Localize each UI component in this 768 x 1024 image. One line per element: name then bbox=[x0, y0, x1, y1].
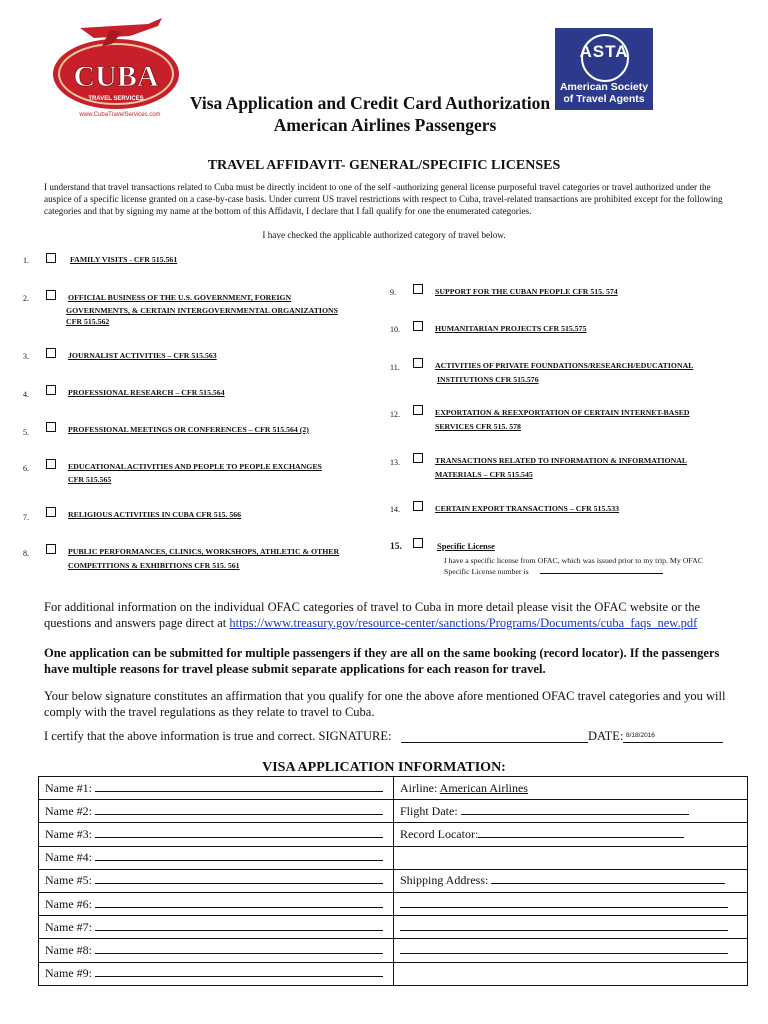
cuba-logo-sub: TRAVEL SERVICES bbox=[88, 96, 144, 102]
name-field-4[interactable]: Name #4: bbox=[39, 846, 394, 869]
category-label: INSTITUTIONS CFR 515.576 bbox=[437, 375, 539, 384]
signature-field[interactable] bbox=[401, 742, 588, 743]
date-value: 8/18/2016 bbox=[626, 732, 655, 739]
name-field-5[interactable]: Name #5: bbox=[39, 869, 394, 892]
ofac-faq-link[interactable]: https://www.treasury.gov/resource-center/sanctions/Programs/Documents/cuba_faqs_new.pdf bbox=[229, 616, 698, 630]
category-number: 9. bbox=[390, 288, 396, 297]
date-field[interactable] bbox=[623, 742, 723, 743]
category-checkbox-5[interactable] bbox=[46, 422, 56, 432]
flight-date-field[interactable]: Flight Date: bbox=[394, 800, 748, 823]
category-label: OFFICIAL BUSINESS OF THE U.S. GOVERNMENT, FOREIGN bbox=[68, 293, 292, 302]
name-field-2[interactable]: Name #2: bbox=[39, 800, 394, 823]
category-label: PUBLIC PERFORMANCES, CLINICS, WORKSHOPS, ATHLETIC & OTHER bbox=[68, 547, 340, 556]
specific-license-number-field[interactable] bbox=[540, 573, 663, 574]
category-label: CFR 515.565 bbox=[68, 475, 112, 484]
ofac-info-paragraph: For additional information on the individual OFAC categories of travel to Cuba in more detail please visit the OFAC website or the questions and answers page direct at https://www.treasury.gov/resource-center/sanctions/Programs/Documents/cuba_faqs_new.pdf bbox=[44, 600, 700, 630]
category-checkbox-14[interactable] bbox=[413, 501, 423, 511]
category-checkbox-11[interactable] bbox=[413, 358, 423, 368]
category-label: CERTAIN EXPORT TRANSACTIONS – CFR 515.533 bbox=[435, 504, 620, 513]
page-title: Visa Application and Credit Card Authorization bbox=[189, 93, 551, 113]
certify-statement: I certify that the above information is true and correct. SIGNATURE: bbox=[44, 729, 392, 743]
specific-license-label: Specific License bbox=[437, 541, 495, 551]
category-label: PROFESSIONAL RESEARCH – CFR 515.564 bbox=[68, 388, 225, 397]
shipping-address-line[interactable] bbox=[394, 916, 748, 939]
category-number: 10. bbox=[390, 325, 400, 334]
category-number: 15. bbox=[390, 542, 402, 552]
category-checkbox-1[interactable] bbox=[46, 253, 56, 263]
category-label: ACTIVITIES OF PRIVATE FOUNDATIONS/RESEARCH/EDUCATIONAL bbox=[435, 361, 694, 370]
category-label: MATERIALS – CFR 515.545 bbox=[435, 470, 533, 479]
shipping-address-line[interactable] bbox=[394, 892, 748, 915]
category-checkbox-12[interactable] bbox=[413, 405, 423, 415]
category-label: PROFESSIONAL MEETINGS OR CONFERENCES – CFR 515.564 (2) bbox=[68, 425, 309, 434]
cuba-logo-word: CUBA bbox=[73, 60, 159, 93]
name-field-7[interactable]: Name #7: bbox=[39, 916, 394, 939]
affidavit-heading: TRAVEL AFFIDAVIT- GENERAL/SPECIFIC LICENSES bbox=[207, 158, 561, 173]
category-label: TRANSACTIONS RELATED TO INFORMATION & INFORMATIONAL bbox=[435, 456, 688, 465]
shipping-address-line[interactable] bbox=[394, 939, 748, 962]
checked-note: I have checked the applicable authorized category of travel below. bbox=[262, 230, 506, 240]
cuba-travel-services-logo bbox=[50, 16, 190, 120]
category-checkbox-9[interactable] bbox=[413, 284, 423, 294]
specific-license-note: I have a specific license from OFAC, which was issued prior to my trip. My OFAC Specific License number is bbox=[444, 556, 703, 576]
category-label: FAMILY VISITS - CFR 515.561 bbox=[70, 255, 178, 264]
page-subtitle: American Airlines Passengers bbox=[273, 115, 497, 135]
category-number: 4. bbox=[23, 390, 29, 399]
category-label: GOVERNMENTS, & CERTAIN INTERGOVERNMENTAL ORGANIZATIONS bbox=[66, 306, 338, 315]
category-label: RELIGIOUS ACTIVITIES IN CUBA CFR 515. 566 bbox=[68, 510, 242, 519]
visa-application-table bbox=[38, 776, 748, 986]
category-number: 5. bbox=[23, 428, 29, 437]
airline-field[interactable]: Airline: American Airlines bbox=[394, 777, 748, 800]
category-number: 8. bbox=[23, 549, 29, 558]
category-label: SUPPORT FOR THE CUBAN PEOPLE CFR 515. 574 bbox=[435, 287, 618, 296]
visa-application-heading: VISA APPLICATION INFORMATION: bbox=[262, 760, 506, 775]
category-checkbox-15[interactable] bbox=[413, 538, 423, 548]
category-number: 1. bbox=[23, 256, 29, 265]
record-locator-field[interactable]: Record Locator: bbox=[394, 823, 748, 846]
category-checkbox-3[interactable] bbox=[46, 348, 56, 358]
cuba-logo-url: www.CubaTravelServices.com bbox=[79, 112, 161, 118]
intro-paragraph: I understand that travel transactions related to Cuba must be directly incident to one of the self -authorizing general license purposeful travel categories or travel authorized under the auspice of a specific license granted on a case-by-case basis. Under current US travel restrictions with respect to Cuba, travel-related transactions are prohibited except for the following categories and that by signing my name at the bottom of this Affidavit, I declare that I fall qualify for one the enumerated categories. bbox=[44, 182, 723, 216]
category-checkbox-4[interactable] bbox=[46, 385, 56, 395]
category-label: HUMANITARIAN PROJECTS CFR 515.575 bbox=[435, 324, 587, 333]
affirmation-paragraph: Your below signature constitutes an affirmation that you qualify for one the above afore mentioned OFAC travel categories and you will comply with the travel regulations as they relate to travel to Cuba. bbox=[44, 689, 726, 719]
category-number: 11. bbox=[390, 363, 400, 372]
category-label: EXPORTATION & REEXPORTATION OF CERTAIN INTERNET-BASED bbox=[435, 408, 690, 417]
category-number: 14. bbox=[390, 505, 400, 514]
category-number: 2. bbox=[23, 294, 29, 303]
name-field-8[interactable]: Name #8: bbox=[39, 939, 394, 962]
category-checkbox-8[interactable] bbox=[46, 544, 56, 554]
category-checkbox-7[interactable] bbox=[46, 507, 56, 517]
category-label: CFR 515.562 bbox=[66, 317, 110, 326]
category-checkbox-10[interactable] bbox=[413, 321, 423, 331]
empty-cell bbox=[394, 846, 748, 869]
asta-logo bbox=[555, 28, 653, 110]
name-field-9[interactable]: Name #9: bbox=[39, 962, 394, 985]
asta-logo-word: ASTA bbox=[579, 42, 629, 61]
name-field-1[interactable]: Name #1: bbox=[39, 777, 394, 800]
airline-value: American Airlines bbox=[439, 780, 528, 795]
date-label: DATE: bbox=[588, 729, 624, 743]
category-checkbox-2[interactable] bbox=[46, 290, 56, 300]
category-label: EDUCATIONAL ACTIVITIES AND PEOPLE TO PEOPLE EXCHANGES bbox=[68, 462, 322, 471]
asta-logo-sub: American Society of Travel Agents bbox=[559, 81, 649, 105]
category-number: 13. bbox=[390, 458, 400, 467]
category-label: JOURNALIST ACTIVITIES – CFR 515.563 bbox=[68, 351, 217, 360]
name-field-3[interactable]: Name #3: bbox=[39, 823, 394, 846]
category-number: 7. bbox=[23, 513, 29, 522]
category-checkbox-6[interactable] bbox=[46, 459, 56, 469]
name-field-6[interactable]: Name #6: bbox=[39, 892, 394, 915]
category-number: 3. bbox=[23, 352, 29, 361]
shipping-address-field[interactable]: Shipping Address: bbox=[394, 869, 748, 892]
category-number: 6. bbox=[23, 464, 29, 473]
empty-cell bbox=[394, 962, 748, 985]
category-label: SERVICES CFR 515. 578 bbox=[435, 422, 521, 431]
multiple-passengers-paragraph: One application can be submitted for multiple passengers if they are all on the same booking (record locator). If the passengers have multiple reasons for travel please submit separate applications for each reason for travel. bbox=[44, 646, 720, 676]
category-checkbox-13[interactable] bbox=[413, 453, 423, 463]
category-label: COMPETITIONS & EXHIBITIONS CFR 515. 561 bbox=[68, 561, 240, 570]
category-number: 12. bbox=[390, 410, 400, 419]
